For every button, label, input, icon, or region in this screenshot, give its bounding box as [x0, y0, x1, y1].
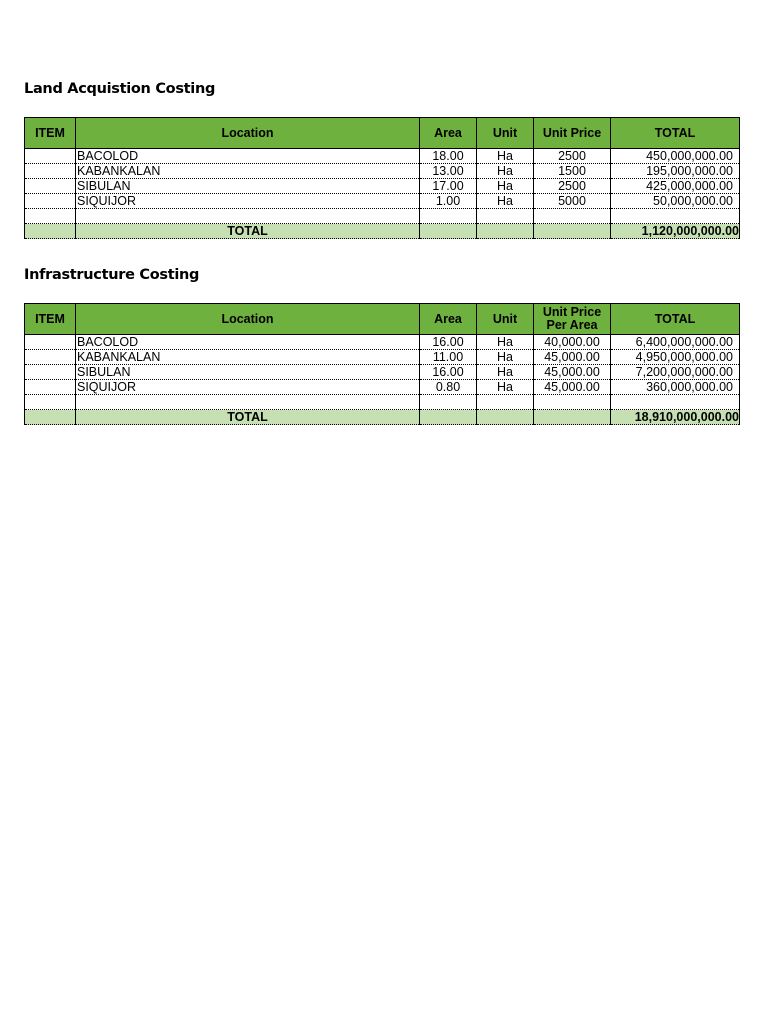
table-row — [25, 350, 740, 365]
cell-area: 16.00 — [420, 335, 477, 350]
cell-area: 17.00 — [420, 179, 477, 194]
grand-total: 18,910,000,000.00 — [611, 410, 740, 425]
header-price-line1: Unit Price — [542, 305, 602, 319]
cell-location: SIQUIJOR — [76, 380, 420, 395]
cell-total: 7,200,000,000.00 — [611, 365, 740, 380]
cell-total: 6,400,000,000.00 — [611, 335, 740, 350]
cell-unit: Ha — [477, 335, 534, 350]
cell-total: 360,000,000.00 — [611, 380, 740, 395]
grand-total: 1,120,000,000.00 — [611, 224, 740, 239]
infrastructure-title: Infrastructure Costing — [24, 267, 200, 283]
cell-location: BACOLOD — [76, 149, 420, 164]
empty-row — [25, 209, 740, 224]
cell-area: 16.00 — [420, 365, 477, 380]
cell-location: KABANKALAN — [76, 164, 420, 179]
table-row — [25, 335, 740, 350]
header-total: TOTAL — [611, 118, 740, 149]
cell-unit: Ha — [477, 350, 534, 365]
cell-total: 450,000,000.00 — [611, 149, 740, 164]
land-acquisition-table — [24, 117, 740, 239]
header-area: Area — [420, 118, 477, 149]
cell-location: SIQUIJOR — [76, 194, 420, 209]
cell-unit: Ha — [477, 179, 534, 194]
cell-area: 11.00 — [420, 350, 477, 365]
cell-unit-price: 45,000.00 — [534, 380, 611, 395]
empty-row — [25, 395, 740, 410]
table-row — [25, 194, 740, 209]
cell-total: 50,000,000.00 — [611, 194, 740, 209]
land-acquisition-title: Land Acquistion Costing — [24, 81, 216, 97]
table-row — [25, 179, 740, 194]
cell-item — [25, 164, 76, 179]
cell-item — [25, 149, 76, 164]
header-total: TOTAL — [611, 304, 740, 335]
header-item: ITEM — [25, 304, 76, 335]
header-unit-price: Unit Price — [534, 118, 611, 149]
total-row — [25, 224, 740, 239]
header-location: Location — [76, 118, 420, 149]
cell-item — [25, 194, 76, 209]
cell-unit: Ha — [477, 164, 534, 179]
table-header-row — [25, 118, 740, 149]
cell-location: KABANKALAN — [76, 350, 420, 365]
cell-unit-price: 2500 — [534, 149, 611, 164]
cell-total: 4,950,000,000.00 — [611, 350, 740, 365]
cell-area: 1.00 — [420, 194, 477, 209]
header-area: Area — [420, 304, 477, 335]
header-price-line2: Per Area — [546, 318, 598, 332]
cell-item — [25, 350, 76, 365]
cell-unit: Ha — [477, 149, 534, 164]
table-header-row — [25, 304, 740, 335]
cell-item — [25, 179, 76, 194]
cell-unit-price: 1500 — [534, 164, 611, 179]
table-row — [25, 149, 740, 164]
cell-item — [25, 365, 76, 380]
cell-location: SIBULAN — [76, 365, 420, 380]
table-row — [25, 365, 740, 380]
cell-unit: Ha — [477, 365, 534, 380]
cell-item — [25, 380, 76, 395]
cell-unit-price: 5000 — [534, 194, 611, 209]
cell-unit: Ha — [477, 380, 534, 395]
total-label: TOTAL — [76, 224, 420, 239]
total-label: TOTAL — [76, 410, 420, 425]
header-item: ITEM — [25, 118, 76, 149]
cell-unit-price: 2500 — [534, 179, 611, 194]
cell-area: 0.80 — [420, 380, 477, 395]
header-location: Location — [76, 304, 420, 335]
cell-unit: Ha — [477, 194, 534, 209]
cell-location: SIBULAN — [76, 179, 420, 194]
cell-item — [25, 335, 76, 350]
header-unit-price-per-area — [534, 304, 611, 335]
cell-location: BACOLOD — [76, 335, 420, 350]
cell-total: 195,000,000.00 — [611, 164, 740, 179]
cell-total: 425,000,000.00 — [611, 179, 740, 194]
table-row — [25, 380, 740, 395]
table-row — [25, 164, 740, 179]
cell-area: 13.00 — [420, 164, 477, 179]
infrastructure-table — [24, 303, 740, 425]
header-unit: Unit — [477, 304, 534, 335]
cell-unit-price: 45,000.00 — [534, 350, 611, 365]
total-row — [25, 410, 740, 425]
cell-area: 18.00 — [420, 149, 477, 164]
cell-unit-price: 40,000.00 — [534, 335, 611, 350]
header-unit: Unit — [477, 118, 534, 149]
cell-unit-price: 45,000.00 — [534, 365, 611, 380]
